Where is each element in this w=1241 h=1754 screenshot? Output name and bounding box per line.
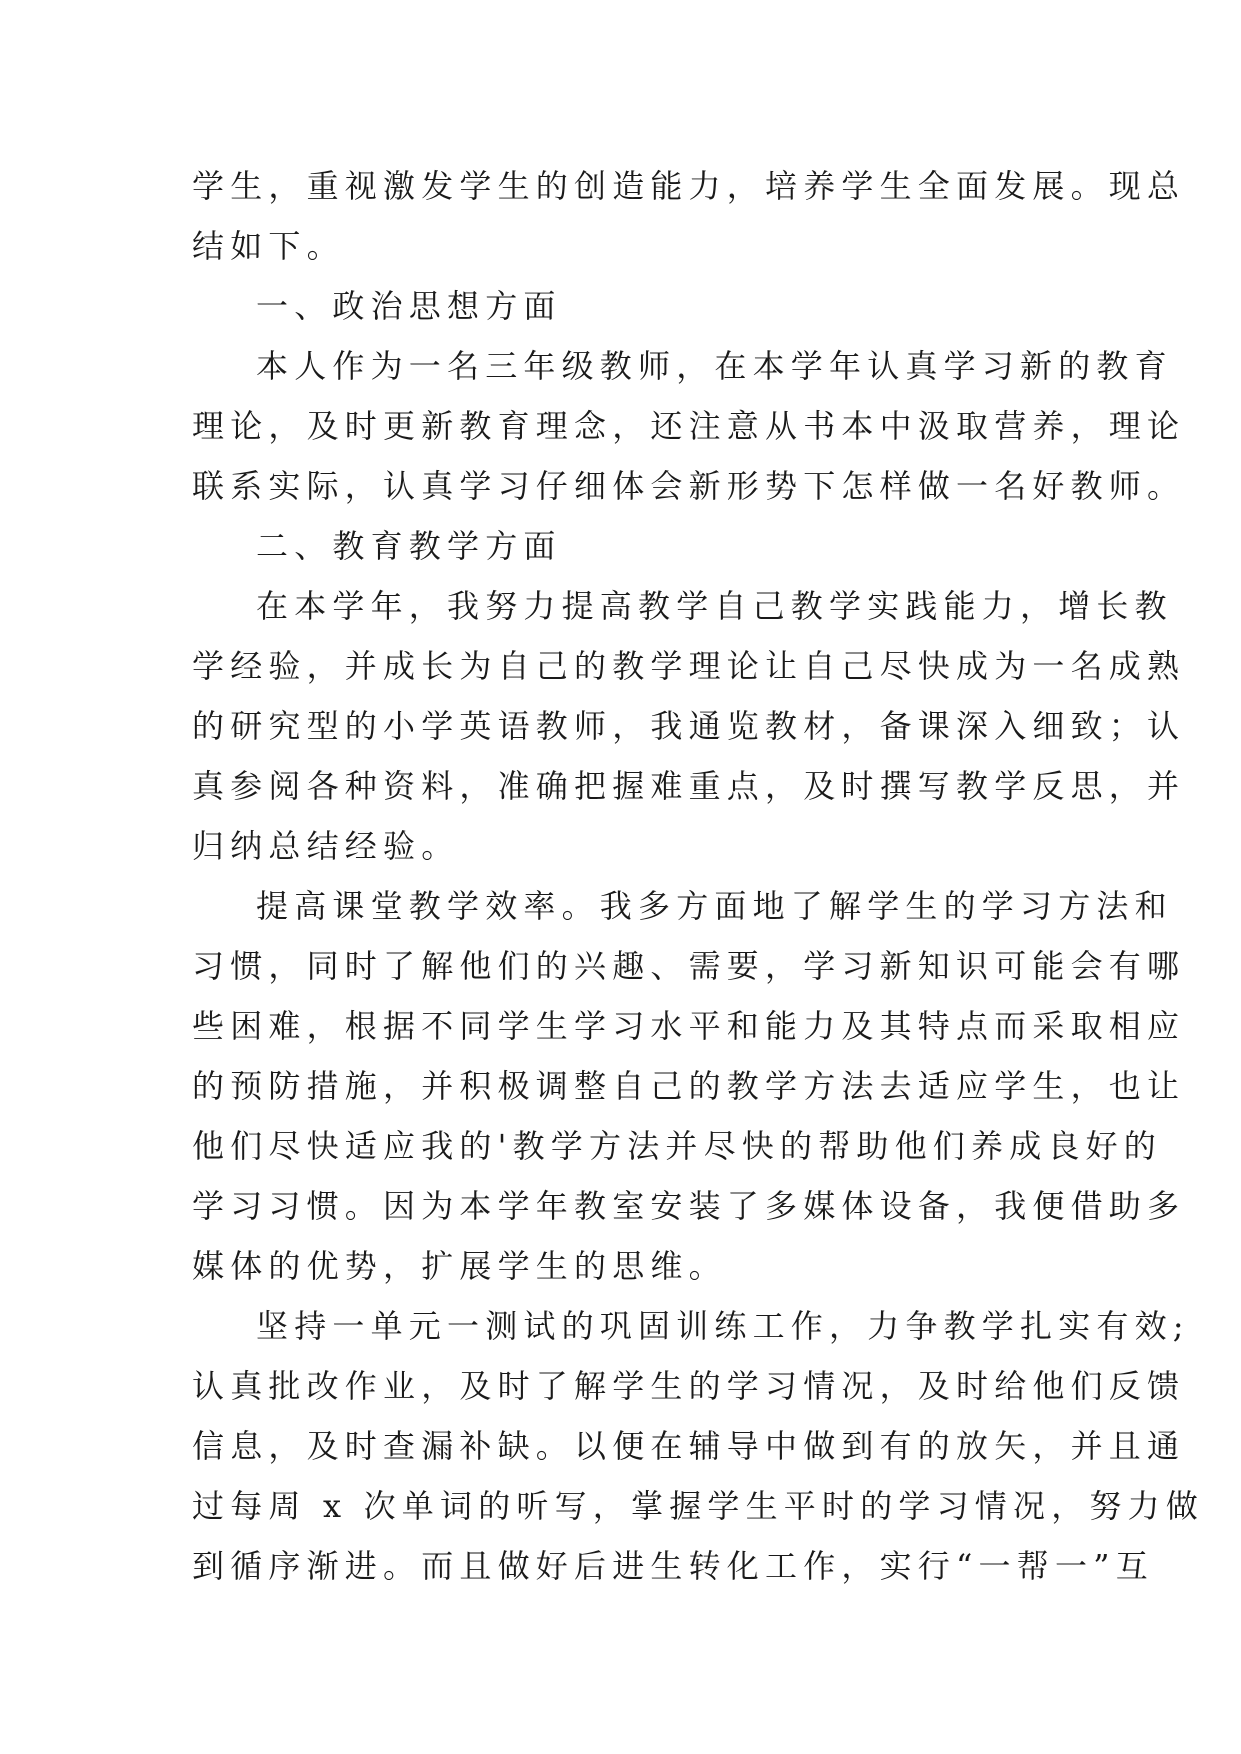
body-line: 的研究型的小学英语教师，我通览教材，备课深入细致；认 — [192, 707, 1186, 745]
paragraph-start-line: 本人作为一名三年级教师，在本学年认真学习新的教育 — [256, 347, 1173, 385]
body-line: 习惯，同时了解他们的兴趣、需要，学习新知识可能会有哪 — [192, 947, 1186, 985]
paragraph-start-line: 提高课堂教学效率。我多方面地了解学生的学习方法和 — [256, 887, 1173, 925]
paragraph-start-line: 坚持一单元一测试的巩固训练工作，力争教学扎实有效; — [256, 1307, 1190, 1345]
paragraph-start-line: 在本学年，我努力提高教学自己教学实践能力，增长教 — [256, 587, 1173, 625]
document-body — [192, 156, 1204, 1596]
body-line: 结如下。 — [192, 227, 345, 265]
body-line: 些困难，根据不同学生学习水平和能力及其特点而采取相应 — [192, 1007, 1186, 1045]
body-line: 的预防措施，并积极调整自己的教学方法去适应学生，也让 — [192, 1067, 1186, 1105]
section-heading: 二、教育教学方面 — [256, 527, 562, 565]
body-line: 信息，及时查漏补缺。以便在辅导中做到有的放矢，并且通 — [192, 1427, 1186, 1465]
section-heading: 一、政治思想方面 — [256, 287, 562, 325]
body-line: 他们尽快适应我的'教学方法并尽快的帮助他们养成良好的 — [192, 1127, 1162, 1165]
body-line: 联系实际，认真学习仔细体会新形势下怎样做一名好教师。 — [192, 467, 1186, 505]
body-line: 学习习惯。因为本学年教室安装了多媒体设备，我便借助多 — [192, 1187, 1186, 1225]
body-line: 媒体的优势，扩展学生的思维。 — [192, 1247, 727, 1285]
body-line: 学经验，并成长为自己的教学理论让自己尽快成为一名成熟 — [192, 647, 1186, 685]
body-line: 真参阅各种资料，准确把握难重点，及时撰写教学反思，并 — [192, 767, 1186, 805]
body-line: 认真批改作业，及时了解学生的学习情况，及时给他们反馈 — [192, 1367, 1186, 1405]
body-line: 过每周 x 次单词的听写，掌握学生平时的学习情况，努力做 — [192, 1487, 1204, 1525]
body-line: 理论，及时更新教育理念，还注意从书本中汲取营养，理论 — [192, 407, 1186, 445]
body-line: 学生，重视激发学生的创造能力，培养学生全面发展。现总 — [192, 167, 1186, 205]
body-line: 到循序渐进。而且做好后进生转化工作，实行“一帮一”互 — [192, 1547, 1154, 1585]
body-line: 归纳总结经验。 — [192, 827, 460, 865]
